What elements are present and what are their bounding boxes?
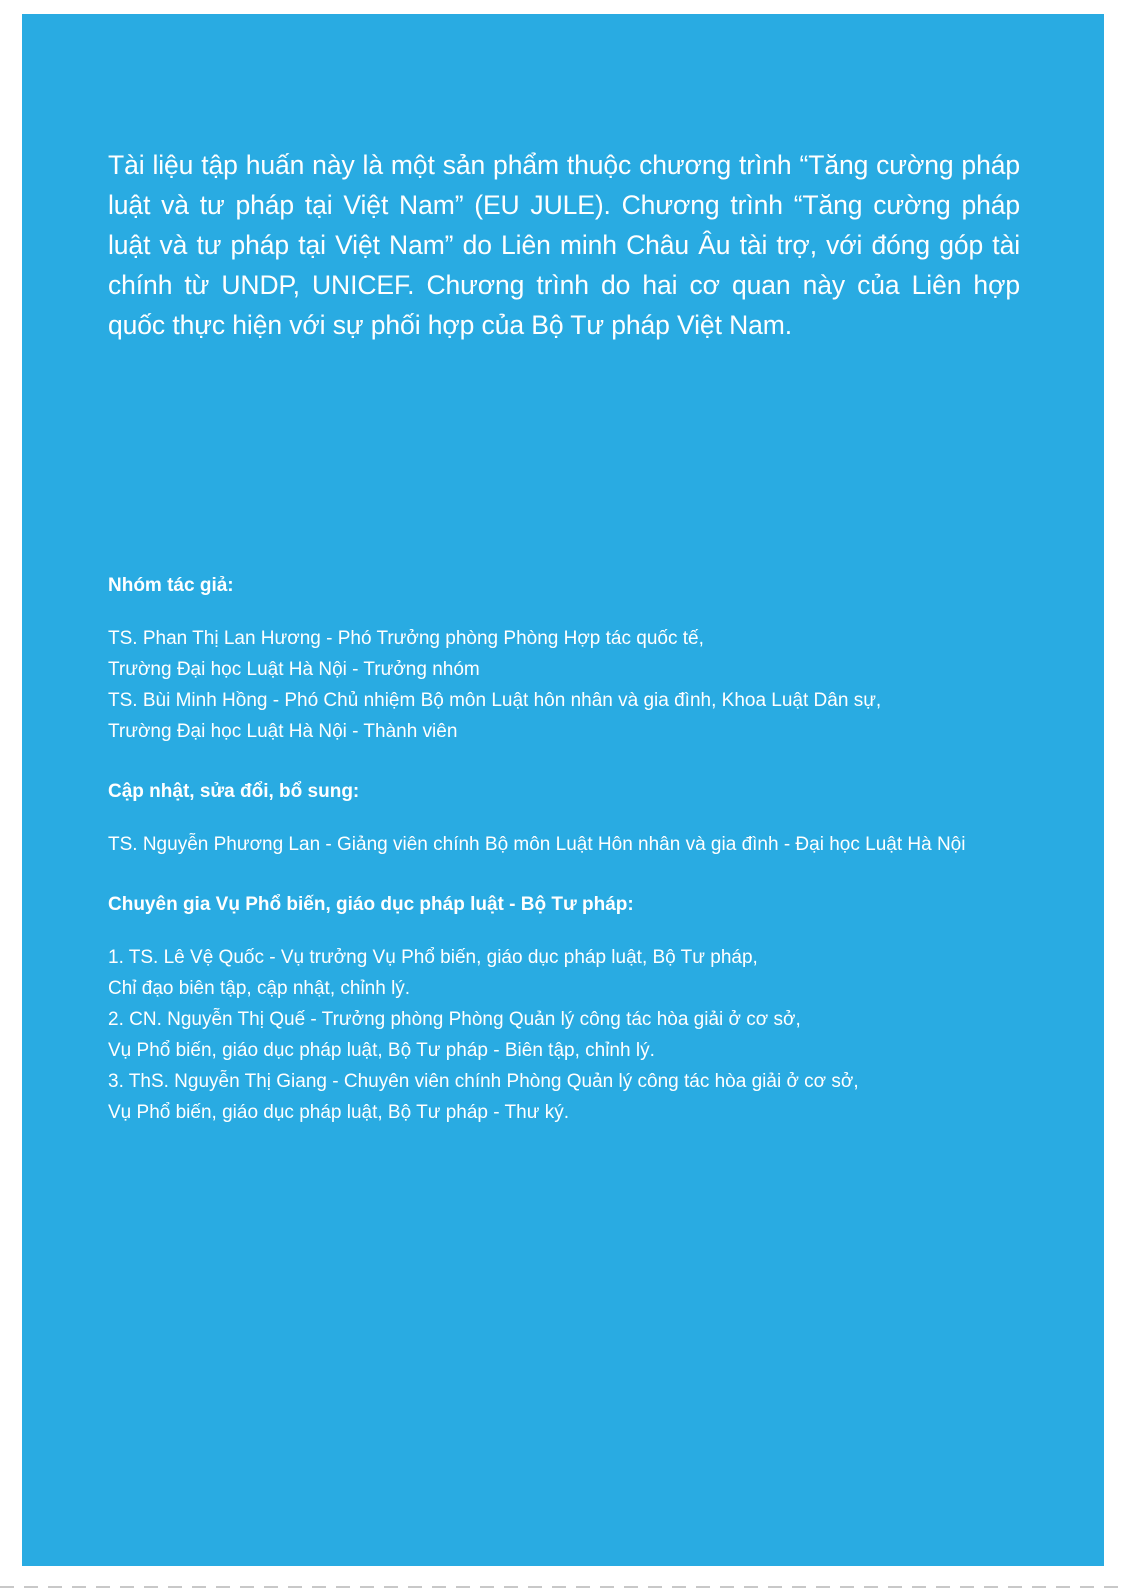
experts-line-2: Chỉ đạo biên tập, cập nhật, chỉnh lý.	[108, 978, 411, 999]
experts-line-3: 2. CN. Nguyễn Thị Quế - Trưởng phòng Phòng Quản lý công tác hòa giải ở cơ sở,	[108, 1009, 801, 1030]
update-line-1: TS. Nguyễn Phương Lan - Giảng viên chính Bộ môn Luật Hôn nhân và gia đình - Đại học Luật Hà Nội	[108, 834, 966, 855]
authors-line-1: TS. Phan Thị Lan Hương - Phó Trưởng phòng Phòng Hợp tác quốc tế,	[108, 628, 704, 649]
page-bottom-divider	[0, 1586, 1126, 1588]
authors-line-4: Trường Đại học Luật Hà Nội - Thành viên	[108, 721, 458, 742]
update-heading: Cập nhật, sửa đổi, bổ sung:	[108, 781, 360, 802]
update-section	[108, 777, 1020, 860]
page-content	[108, 118, 1020, 1158]
experts-line-6: Vụ Phổ biến, giáo dục pháp luật, Bộ Tư pháp - Thư ký.	[108, 1102, 569, 1123]
experts-section	[108, 890, 1020, 1128]
experts-heading: Chuyên gia Vụ Phổ biến, giáo dục pháp luật - Bộ Tư pháp:	[108, 894, 634, 915]
authors-line-3: TS. Bùi Minh Hồng - Phó Chủ nhiệm Bộ môn Luật hôn nhân và gia đình, Khoa Luật Dân sự,	[108, 690, 882, 711]
vertical-spacer	[108, 371, 1020, 571]
experts-line-5: 3. ThS. Nguyễn Thị Giang - Chuyên viên chính Phòng Quản lý công tác hòa giải ở cơ sở,	[108, 1071, 859, 1092]
experts-line-4: Vụ Phổ biến, giáo dục pháp luật, Bộ Tư pháp - Biên tập, chỉnh lý.	[108, 1040, 655, 1061]
authors-section	[108, 571, 1020, 747]
experts-line-1: 1. TS. Lê Vệ Quốc - Vụ trưởng Vụ Phổ biến, giáo dục pháp luật, Bộ Tư pháp,	[108, 947, 758, 968]
intro-paragraph: Tài liệu tập huấn này là một sản phẩm thuộc chương trình “Tăng cường pháp luật và tư pháp tại Việt Nam” (EU JULE). Chương trình “Tăng cường pháp luật và tư pháp tại Việt Nam” do Liên minh Châu Âu tài trợ, với đóng góp tài chính từ UNDP, UNICEF. Chương trình do hai cơ quan này của Liên hợp quốc thực hiện với sự phối hợp của Bộ Tư pháp Việt Nam.	[108, 149, 1020, 340]
authors-heading: Nhóm tác giả:	[108, 575, 234, 596]
authors-line-2: Trường Đại học Luật Hà Nội - Trưởng nhóm	[108, 659, 480, 680]
document-page	[22, 14, 1104, 1566]
